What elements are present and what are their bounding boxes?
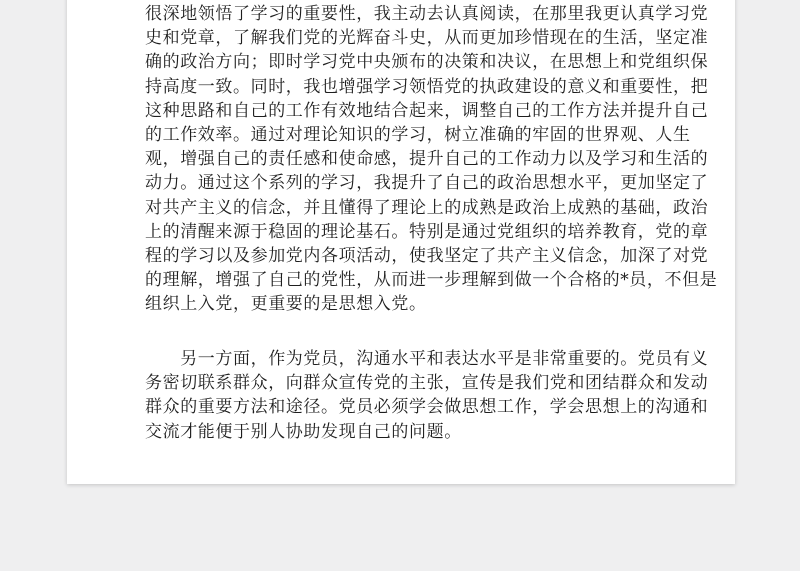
document-page: [67, 0, 735, 484]
body-paragraph-2: 另一方面，作为党员，沟通水平和表达水平是非常重要的。党员有义务密切联系群众，向群众宣传党的主张，宣传是我们党和团结群众和发动群众的重要方法和途径。党员必须学会做思想工作，学会思想上的沟通和交流才能便于别人协助发现自己的问题。: [145, 349, 709, 442]
body-paragraph-1: 很深地领悟了学习的重要性，我主动去认真阅读，在那里我更认真学习党史和党章，了解我们党的光辉奋斗史，从而更加珍惜现在的生活，坚定准确的政治方向；即时学习党中央颁布的决策和决议，在思想上和党组织保持高度一致。同时，我也增强学习领悟党的执政建设的意义和重要性，把这种思路和自己的工作有效地结合起来，调整自己的工作方法并提升自己的工作效率。通过对理论知识的学习，树立准确的牢固的世界观、人生观，增强自己的责任感和使命感，提升自己的工作动力以及学习和生活的动力。通过这个系列的学习，我提升了自己的政治思想水平，更加坚定了对共产主义的信念，并且懂得了理论上的成熟是政治上成熟的基础，政治上的清醒来源于稳固的理论基石。特别是通过党组织的培养教育，党的章程的学习以及参加党内各项活动，使我坚定了共产主义信念，加深了对党的理解，增强了自己的党性，从而进一步理解到做一个合格的*员，不但是组织上入党，更重要的是思想入党。: [145, 4, 718, 315]
